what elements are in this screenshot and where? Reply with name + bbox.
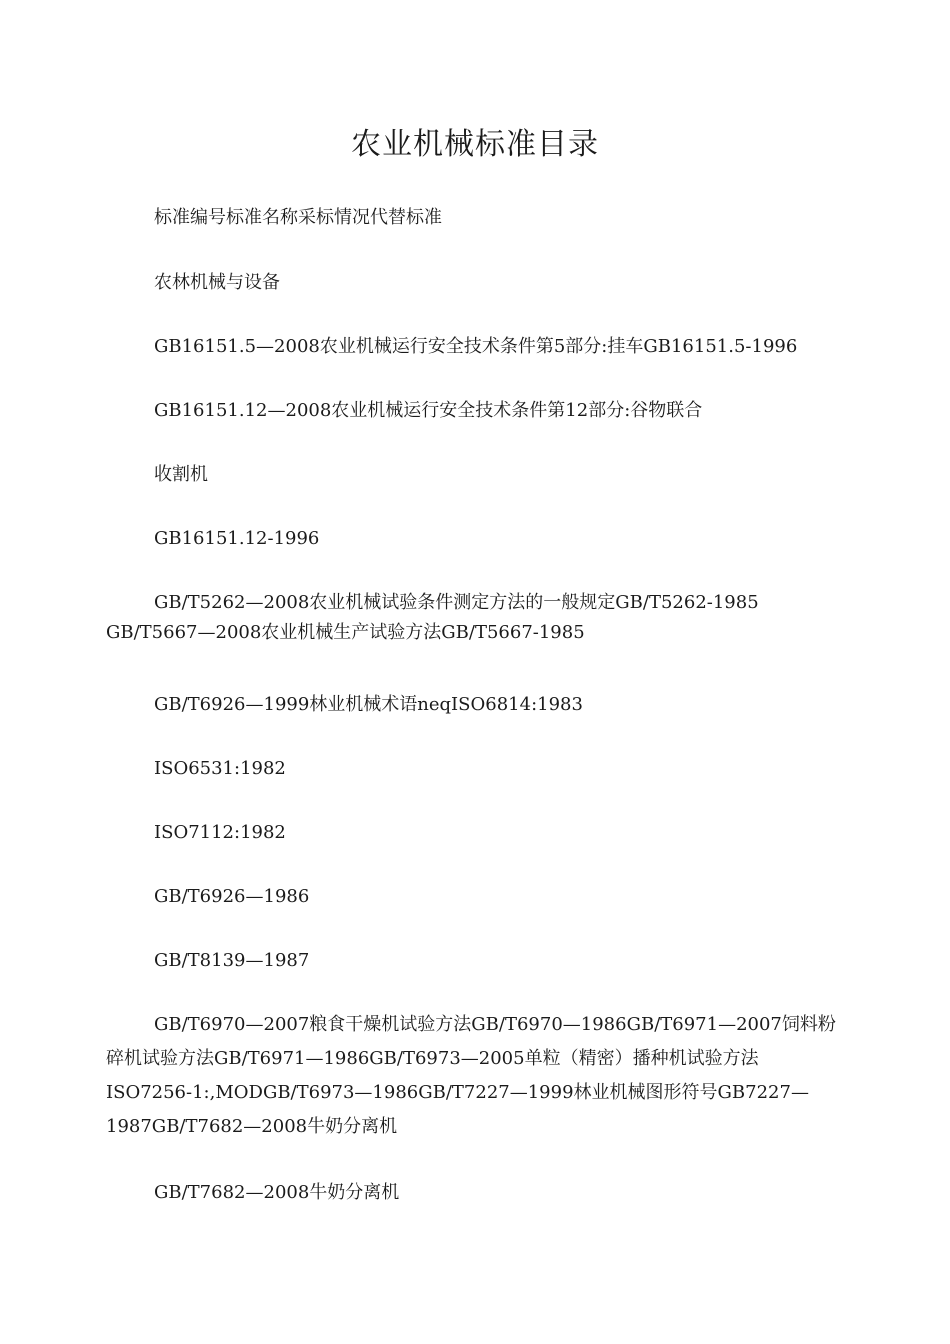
section-heading: 农林机械与设备 [154, 272, 280, 293]
standard-entry: GB/T6970—2007粮食干燥机试验方法GB/T6970—1986GB/T6971—2007饲料粉 [154, 1014, 836, 1035]
standard-entry: GB/T6926—1986 [154, 886, 310, 907]
standard-entry: GB16151.5—2008农业机械运行安全技术条件第5部分:挂车GB16151.5-1996 [154, 336, 798, 357]
standard-entry-continuation: 收割机 [154, 464, 208, 485]
standard-block [106, 586, 846, 650]
standard-entry: ISO7112:1982 [154, 822, 286, 843]
standard-entry: ISO7256-1:,MODGB/T6973—1986GB/T7227—1999林业机械图形符号GB7227— [106, 1082, 809, 1103]
standard-entry: GB/T5262—2008农业机械试验条件测定方法的一般规定GB/T5262-1985 [154, 592, 759, 613]
standard-entry: GB16151.12—2008农业机械运行安全技术条件第12部分:谷物联合 [154, 400, 703, 421]
standard-entry: GB/T7682—2008牛奶分离机 [154, 1182, 400, 1203]
standard-entry: GB16151.12-1996 [154, 528, 320, 549]
standard-entry: GB/T6926—1999林业机械术语neqISO6814:1983 [154, 694, 583, 715]
standard-entry: GB/T5667—2008农业机械生产试验方法GB/T5667-1985 [106, 622, 585, 643]
standard-block [106, 1008, 846, 1144]
document-title: 农业机械标准目录 [351, 127, 599, 162]
standard-entry: GB/T8139—1987 [154, 950, 310, 971]
standard-entry: 1987GB/T7682—2008牛奶分离机 [106, 1116, 398, 1137]
standard-entry: 碎机试验方法GB/T6971—1986GB/T6973—2005单粒（精密）播种机试验方法 [106, 1048, 759, 1069]
standard-entry: ISO6531:1982 [154, 758, 286, 779]
table-header-row: 标准编号标准名称采标情况代替标准 [154, 207, 442, 228]
